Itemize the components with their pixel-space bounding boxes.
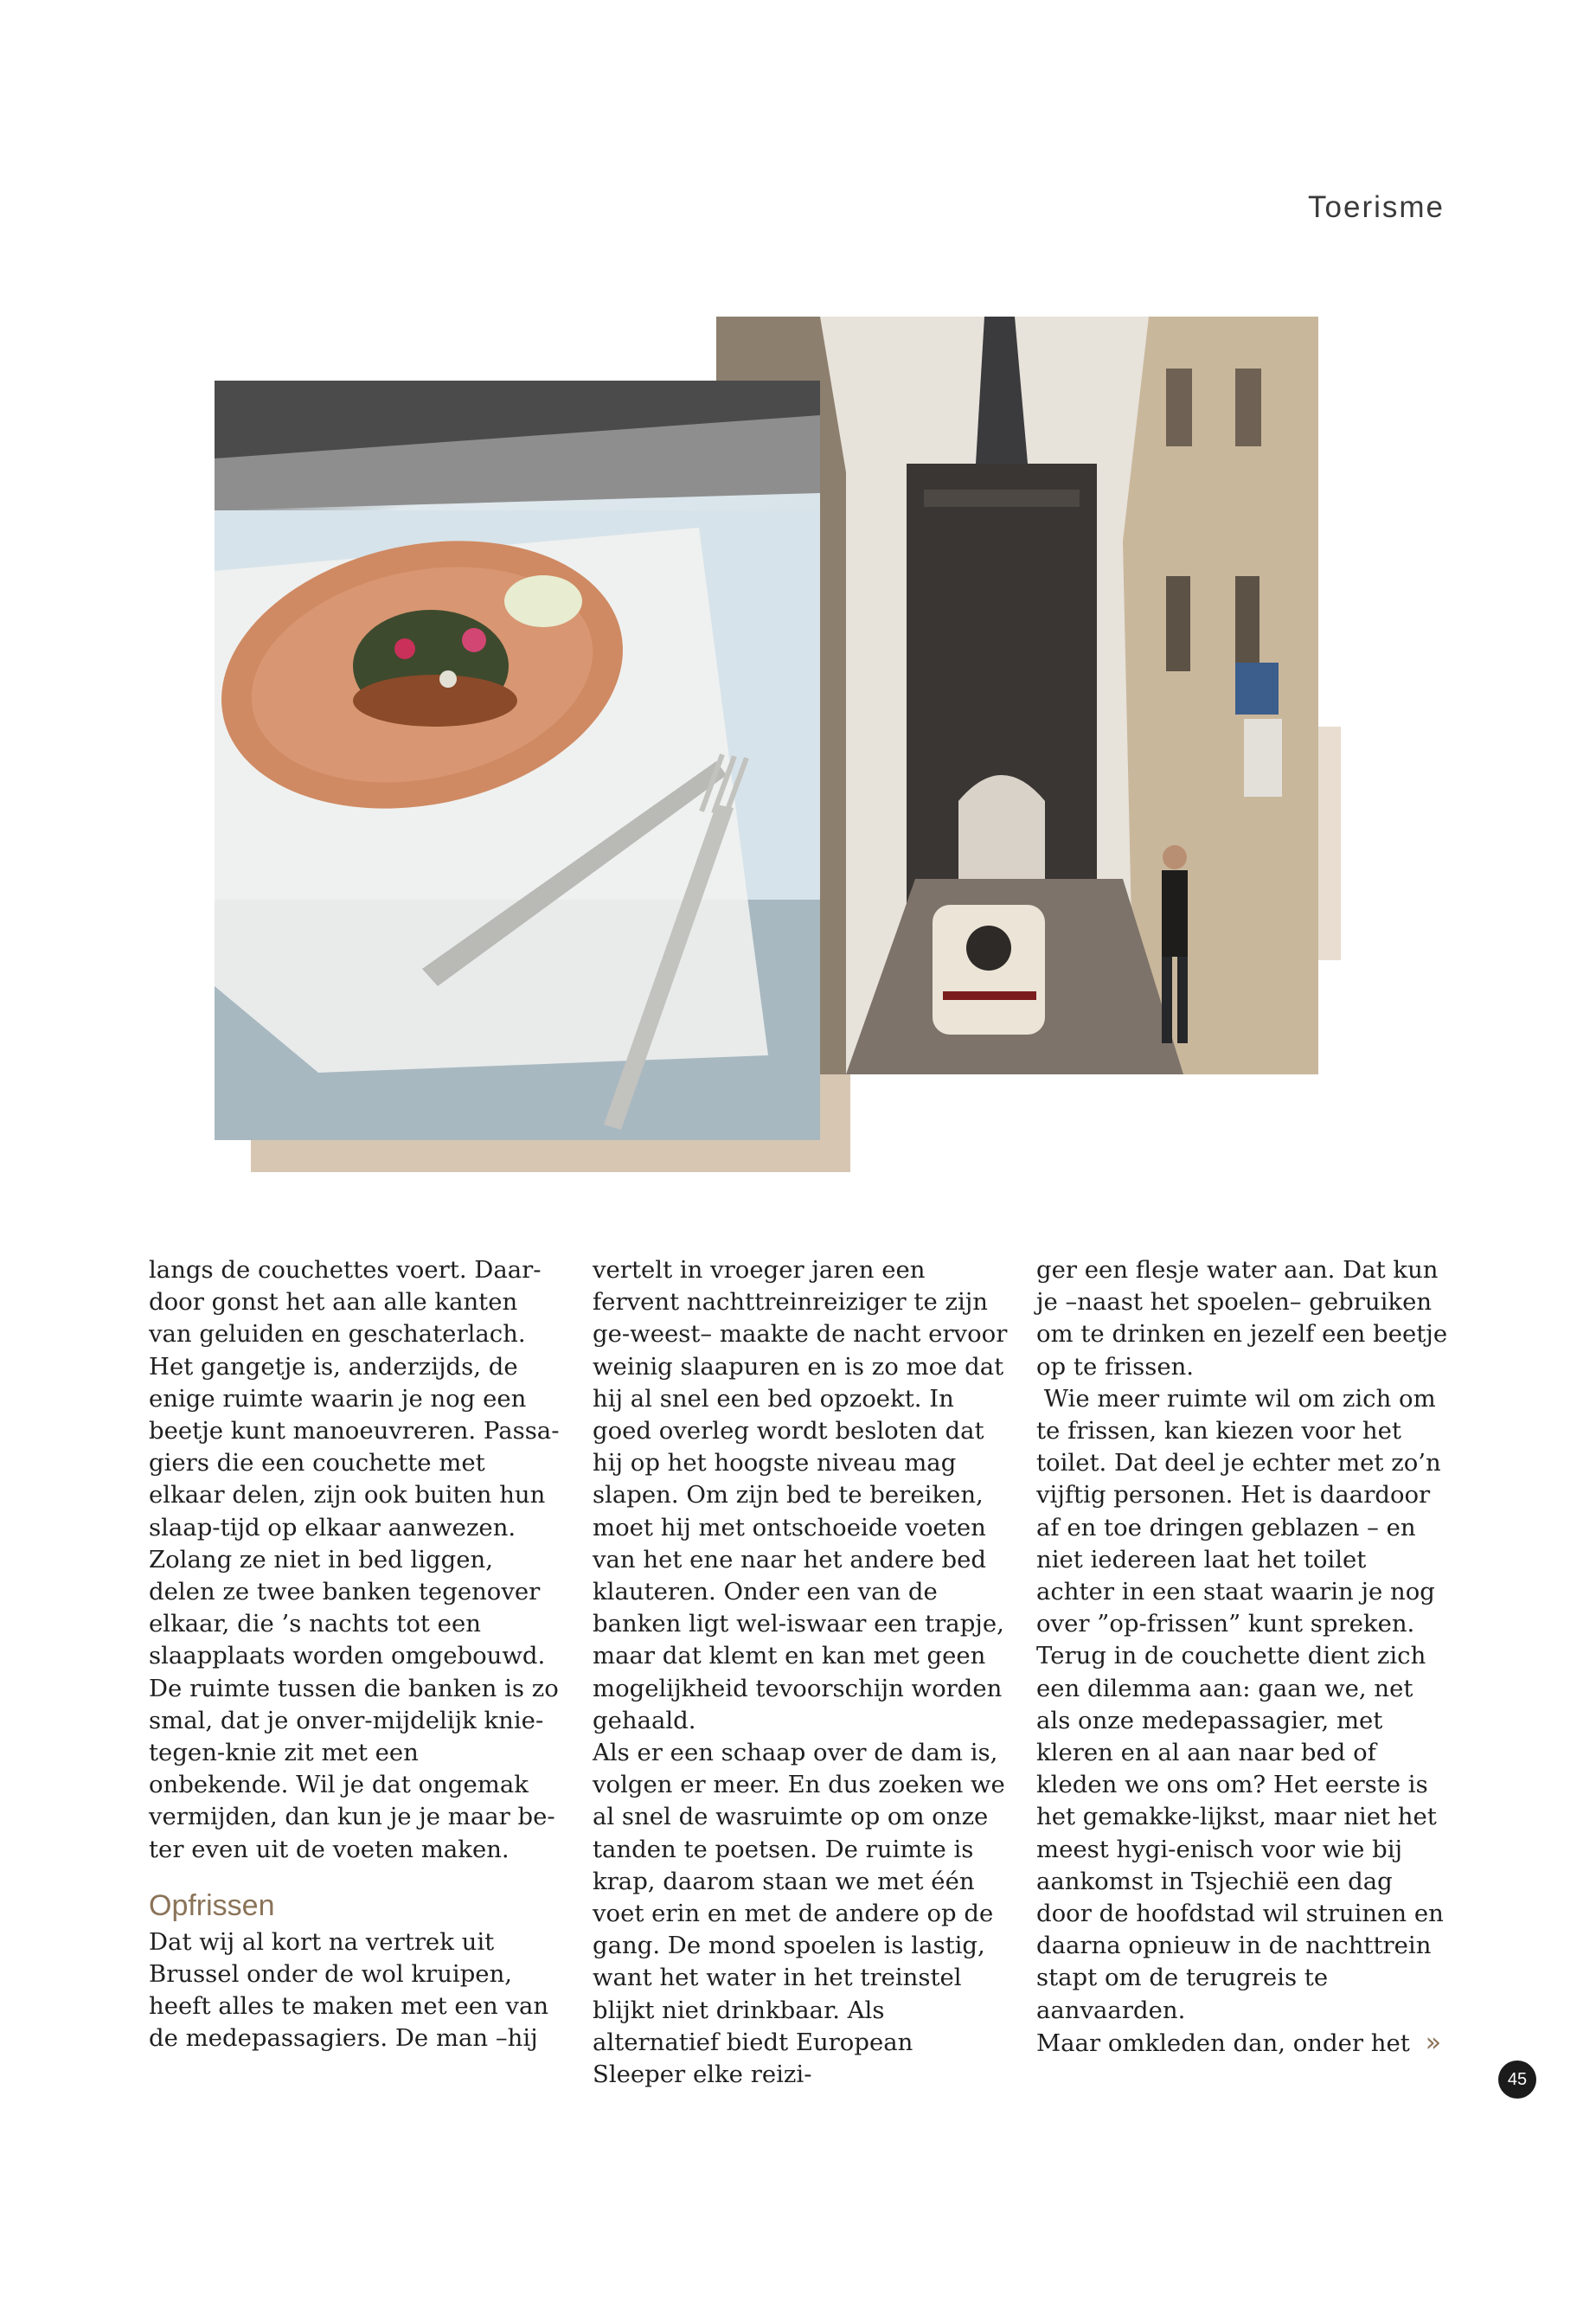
paragraph: Als er een schaap over de dam is, volgen er meer. En dus zoeken we al snel de wasruimte op om onze tanden te poetsen. De ruimte is krap, daarom staan we met één voet erin en met de andere op de gang. De mond spoelen is lastig, want het water in het treinstel blijkt niet drinkbaar. Als alternatief biedt European Sleeper elke reizi- — [593, 1739, 1005, 2089]
paragraph-last — [1036, 2027, 1452, 2060]
paragraph: Het gangetje is, anderzijds, de enige ruimte waarin je nog een beetje kunt manoeuvreren. Passa-giers die een couchette met elkaar delen, zijn ook buiten hun slaap-tijd op elkaar aanwezen. Zolang ze niet in bed liggen, delen ze twee banken tegenover elkaar, die ’s nachts tot een slaapplaats worden omgebouwd. De ruimte tussen die banken is zo smal, dat je onver-mijdelijk knie-tegen-knie zit met een onbekende. Wil je dat ongemak vermijden, dan kun je je maar be-ter even uit de voeten maken. — [149, 1352, 560, 1863]
plate-with-food-icon — [215, 381, 820, 1140]
text-column-1 — [149, 1254, 564, 2055]
paragraph: Wie meer ruimte wil om zich om te frissen, kan kiezen voor het toilet. Dat deel je echter met zo’n vijftig personen. Het is daardoor af en toe dringen geblazen – en niet iedereen laat het toilet achter in een staat waarin je nog over ”op-frissen” kunt spreken. — [1036, 1384, 1449, 1638]
paragraph: ger een flesje water aan. Dat kun je –naast het spoelen– gebruiken om te drinken en jezelf een beetje op te frissen. — [1036, 1256, 1448, 1381]
subheading: Opfrissen — [149, 1888, 275, 1922]
text-column-2 — [593, 1254, 1008, 2091]
paragraph: Terug in de couchette dient zich een dilemma aan: gaan we, net als onze medepassagier, met kleren en al aan naar bed of kleden we ons om? Het eerste is het gemakke-lijkst, maar niet het meest hygi-enisch voor wie bij aankomst in Tsjechië een dag door de hoofdstad wil struinen en daarna opnieuw in de nachttrein stapt om de terugreis te aanvaarden. — [1036, 1642, 1444, 2024]
paragraph: vertelt in vroeger jaren een fervent nachttreinreiziger te zijn ge-weest– maakte de nacht ervoor weinig slaapuren en is zo moe dat hij al snel een bed opzoekt. In goed overleg wordt besloten dat hij op het hoogste niveau mag slapen. Om zijn bed te bereiken, moet hij met ontschoeide voeten van het ene naar het andere bed klauteren. Onder een van de banken ligt wel-iswaar een trapje, maar dat klemt en kan met geen mogelijkheid tevoorschijn worden gehaald. — [593, 1256, 1008, 1734]
paragraph: langs de couchettes voert. Daar-door gonst het aan alle kanten van geluiden en geschaterlach. — [149, 1256, 542, 1349]
text-column-3 — [1036, 1254, 1452, 2060]
paragraph: Dat wij al kort na vertrek uit Brussel onder de wol kruipen, heeft alles te maken met een van de medepassagiers. De man –hij — [149, 1927, 549, 2053]
food-photo — [215, 381, 820, 1140]
page-number: 45 — [1498, 2061, 1536, 2099]
continue-arrow-icon: » — [1425, 2027, 1442, 2058]
paragraph-text: Maar omkleden dan, onder het — [1036, 2029, 1410, 2057]
section-label: Toerisme — [1308, 190, 1445, 224]
